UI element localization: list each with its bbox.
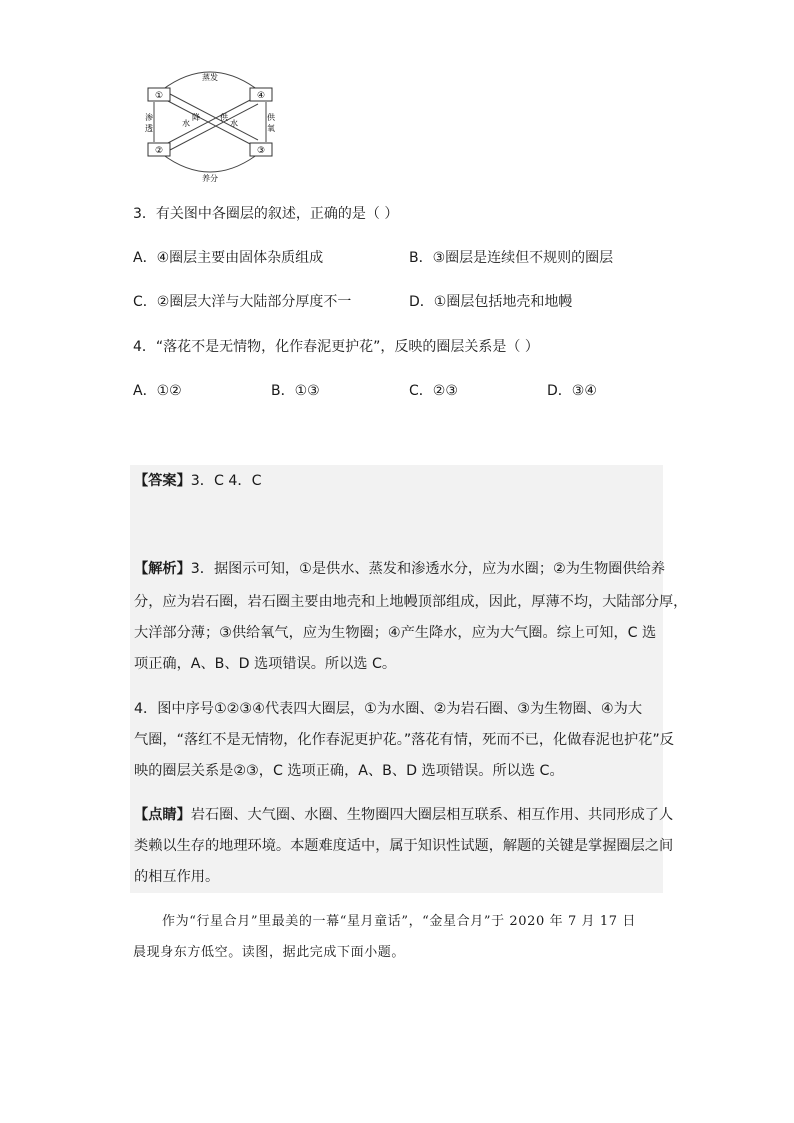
box-br-label: ③ xyxy=(256,146,266,156)
sphere-diagram-svg xyxy=(140,60,280,185)
oxygen-label-2: 氧 xyxy=(267,124,275,133)
q4-option-b: B．①③ xyxy=(271,383,320,399)
sphere-relationship-diagram xyxy=(140,60,280,185)
box-tr-label: ④ xyxy=(256,91,266,101)
q3-option-a: A．④圈层主要由固体杂质组成 xyxy=(133,250,324,266)
analysis-tag: 【解析】 xyxy=(134,561,191,577)
nutrient-label: 养分 xyxy=(202,174,218,183)
cross-left-label-1: 水 xyxy=(182,119,190,128)
analysis-line-5: 4．图中序号①②③④代表四大圈层，①为水圈、②为岩石圈、③为生物圈、④为大 xyxy=(134,701,643,717)
box-bl-label: ② xyxy=(154,146,164,156)
oxygen-label-1: 供 xyxy=(267,113,275,122)
q3-option-b: B．③圈层是连续但不规则的圈层 xyxy=(409,250,614,266)
q4-option-a: A．①② xyxy=(133,383,182,399)
analysis-text-1: 3．据图示可知，①是供水、蒸发和渗透水分，应为水圈；②为生物圈供给养 xyxy=(190,561,666,577)
comment-line-1 xyxy=(134,805,673,825)
comment-tag: 【点睛】 xyxy=(134,807,191,823)
q3-stem: 3．有关图中各圈层的叙述，正确的是（ ） xyxy=(133,206,399,222)
comment-text-1: 岩石圈、大气圈、水圈、生物圈四大圈层相互联系、相互作用、共同形成了人 xyxy=(190,807,674,823)
evaporation-label: 蒸发 xyxy=(202,73,218,82)
seepage-label-2: 透 xyxy=(145,124,153,133)
nutrient-arc xyxy=(162,154,258,172)
cross-left-label-2: 降 xyxy=(192,113,200,122)
analysis-line-1 xyxy=(134,559,665,579)
passage-line-2: 晨现身东方低空。读图，据此完成下面小题。 xyxy=(133,945,406,960)
answer-text: 3．C 4．C xyxy=(190,473,262,489)
analysis-line-2: 分，应为岩石圈，岩石圈主要由地壳和上地幔顶部组成，因此，厚薄不均，大陆部分厚， xyxy=(134,594,688,610)
analysis-line-3: 大洋部分薄；③供给氧气，应为生物圈；④产生降水，应为大气圈。综上可知，C 选 xyxy=(134,625,657,641)
cross-right-label-2: 水 xyxy=(230,119,238,128)
analysis-line-6: 气圈，“落红不是无情物，化作春泥更护花。”落花有情，死而不已，化做春泥也护花”反 xyxy=(134,732,674,748)
q4-stem: 4．“落花不是无情物，化作春泥更护花”，反映的圈层关系是（ ） xyxy=(133,339,539,355)
answer-tag: 【答案】 xyxy=(134,473,191,489)
comment-line-2: 类赖以生存的地理环境。本题难度适中，属于知识性试题，解题的关键是掌握圈层之间 xyxy=(134,838,674,854)
passage-line-1: 作为“行星合月”里最美的一幕“星月童话”，“金星合月”于 2020 年 7 月 17 日 xyxy=(162,914,636,929)
cross-right-label-1: 供 xyxy=(220,113,228,122)
answer-line xyxy=(134,471,262,491)
q4-option-c: C．②③ xyxy=(409,383,458,399)
analysis-line-4: 项正确，A、B、D 选项错误。所以选 C。 xyxy=(134,656,397,672)
box-tl-label: ① xyxy=(154,91,164,101)
answer-analysis-panel xyxy=(130,465,688,893)
analysis-line-7: 映的圈层关系是②③，C 选项正确，A、B、D 选项错误。所以选 C。 xyxy=(134,763,564,779)
q3-option-d: D．①圈层包括地壳和地幔 xyxy=(409,294,573,310)
seepage-label-1: 渗 xyxy=(145,113,153,122)
q4-option-d: D．③④ xyxy=(547,383,597,399)
q3-option-c: C．②圈层大洋与大陆部分厚度不一 xyxy=(133,294,352,310)
comment-line-3: 的相互作用。 xyxy=(134,869,220,885)
